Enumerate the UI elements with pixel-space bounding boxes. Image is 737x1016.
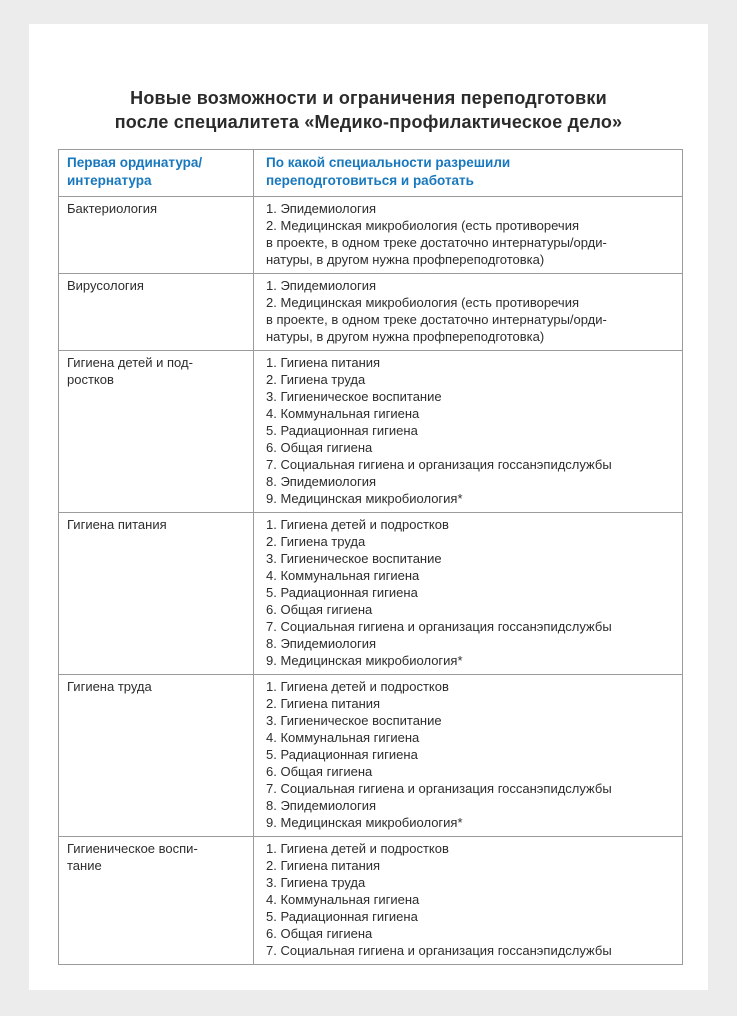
text-line: Бактериология bbox=[67, 201, 158, 216]
text-line: 5. Радиационная гигиена bbox=[266, 423, 418, 438]
text-line: 2. Гигиена труда bbox=[266, 372, 366, 387]
text-line: 4. Коммунальная гигиена bbox=[266, 568, 420, 583]
specialty-cell bbox=[59, 513, 254, 675]
retraining-table bbox=[58, 149, 683, 965]
specialty-cell bbox=[59, 197, 254, 274]
header-cell-allowed-specialties bbox=[254, 150, 683, 197]
text-line: 1. Гигиена питания bbox=[266, 355, 381, 370]
text-line: 5. Радиационная гигиена bbox=[266, 747, 418, 762]
title-line-2: после специалитета «Медико-профилактическое дело» bbox=[114, 112, 623, 132]
table-row bbox=[59, 274, 683, 351]
text-line: 3. Гигиеническое воспитание bbox=[266, 713, 442, 728]
text-line: Гигиена питания bbox=[67, 517, 167, 532]
table-body bbox=[59, 197, 683, 965]
text-line: переподготовиться и работать bbox=[266, 173, 474, 188]
specialty-cell bbox=[59, 675, 254, 837]
text-line: натуры, в другом нужна профпереподготовка) bbox=[266, 252, 545, 267]
text-line: 2. Гигиена питания bbox=[266, 858, 381, 873]
text-line: интернатура bbox=[67, 173, 152, 188]
text-line: 6. Общая гигиена bbox=[266, 440, 373, 455]
table-row bbox=[59, 197, 683, 274]
table-row bbox=[59, 837, 683, 965]
text-line: 7. Социальная гигиена и организация госсанэпидслужбы bbox=[266, 943, 612, 958]
text-line: Вирусология bbox=[67, 278, 144, 293]
specialty-cell bbox=[59, 351, 254, 513]
text-line: 4. Коммунальная гигиена bbox=[266, 892, 420, 907]
text-line: 2. Гигиена труда bbox=[266, 534, 366, 549]
text-line: 2. Медицинская микробиология (есть противоречия bbox=[266, 218, 579, 233]
text-line: 7. Социальная гигиена и организация госсанэпидслужбы bbox=[266, 457, 612, 472]
document-page bbox=[29, 24, 708, 990]
text-line: 9. Медицинская микробиология* bbox=[266, 491, 463, 506]
allowed-specialties-cell bbox=[254, 513, 683, 675]
text-line: 2. Медицинская микробиология (есть противоречия bbox=[266, 295, 579, 310]
text-line: 5. Радиационная гигиена bbox=[266, 909, 418, 924]
text-line: в проекте, в одном треке достаточно интернатуры/орди- bbox=[266, 312, 607, 327]
header-cell-first-residency bbox=[59, 150, 254, 197]
text-line: натуры, в другом нужна профпереподготовка) bbox=[266, 329, 545, 344]
text-line: 4. Коммунальная гигиена bbox=[266, 730, 420, 745]
text-line: 9. Медицинская микробиология* bbox=[266, 815, 463, 830]
text-line: тание bbox=[67, 858, 102, 873]
allowed-specialties-cell bbox=[254, 197, 683, 274]
page-title bbox=[29, 86, 708, 134]
text-line: 4. Коммунальная гигиена bbox=[266, 406, 420, 421]
text-line: Гигиена труда bbox=[67, 679, 152, 694]
text-line: Первая ординатура/ bbox=[67, 155, 203, 170]
table-row bbox=[59, 513, 683, 675]
specialty-cell bbox=[59, 274, 254, 351]
text-line: 3. Гигиена труда bbox=[266, 875, 366, 890]
specialty-cell bbox=[59, 837, 254, 965]
text-line: 8. Эпидемиология bbox=[266, 636, 377, 651]
text-line: в проекте, в одном треке достаточно интернатуры/орди- bbox=[266, 235, 607, 250]
text-line: ростков bbox=[67, 372, 114, 387]
table-header-row bbox=[59, 150, 683, 197]
text-line: 9. Медицинская микробиология* bbox=[266, 653, 463, 668]
text-line: 7. Социальная гигиена и организация госсанэпидслужбы bbox=[266, 781, 612, 796]
text-line: 3. Гигиеническое воспитание bbox=[266, 551, 442, 566]
allowed-specialties-cell bbox=[254, 351, 683, 513]
table-head bbox=[59, 150, 683, 197]
text-line: 8. Эпидемиология bbox=[266, 798, 377, 813]
table-row bbox=[59, 675, 683, 837]
text-line: 6. Общая гигиена bbox=[266, 764, 373, 779]
text-line: 6. Общая гигиена bbox=[266, 602, 373, 617]
text-line: Гигиеническое воспи- bbox=[67, 841, 198, 856]
text-line: По какой специальности разрешили bbox=[266, 155, 511, 170]
text-line: 3. Гигиеническое воспитание bbox=[266, 389, 442, 404]
text-line: 1. Эпидемиология bbox=[266, 278, 377, 293]
text-line: 1. Гигиена детей и подростков bbox=[266, 679, 449, 694]
text-line: 6. Общая гигиена bbox=[266, 926, 373, 941]
table-row bbox=[59, 351, 683, 513]
title-line-1: Новые возможности и ограничения переподготовки bbox=[130, 88, 607, 108]
text-line: 1. Гигиена детей и подростков bbox=[266, 517, 449, 532]
text-line: 5. Радиационная гигиена bbox=[266, 585, 418, 600]
text-line: 2. Гигиена питания bbox=[266, 696, 381, 711]
text-line: 7. Социальная гигиена и организация госсанэпидслужбы bbox=[266, 619, 612, 634]
allowed-specialties-cell bbox=[254, 675, 683, 837]
allowed-specialties-cell bbox=[254, 274, 683, 351]
text-line: 1. Эпидемиология bbox=[266, 201, 377, 216]
text-line: 1. Гигиена детей и подростков bbox=[266, 841, 449, 856]
text-line: Гигиена детей и под- bbox=[67, 355, 193, 370]
text-line: 8. Эпидемиология bbox=[266, 474, 377, 489]
allowed-specialties-cell bbox=[254, 837, 683, 965]
